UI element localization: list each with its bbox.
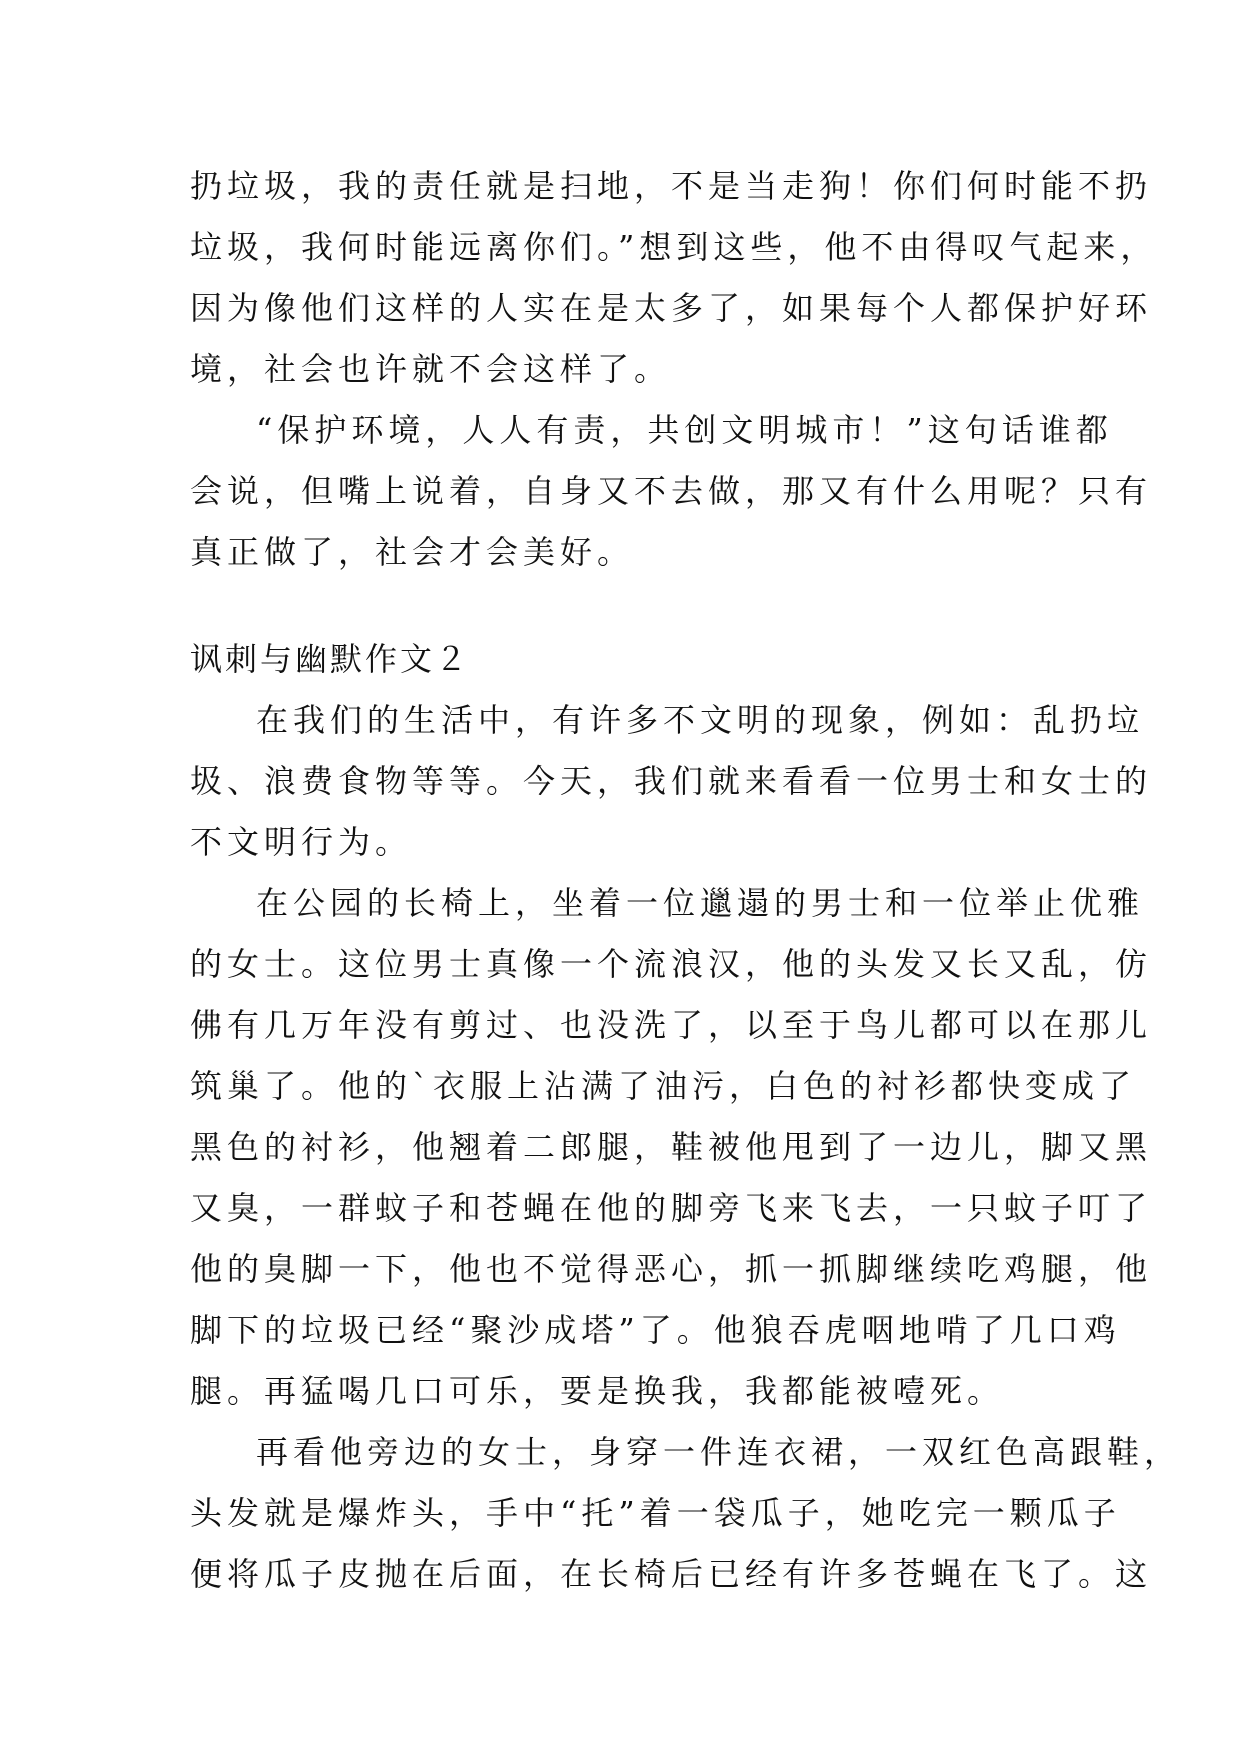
paragraph-line: 不文明行为。 bbox=[190, 823, 413, 861]
paragraph-line: 因为像他们这样的人实在是太多了，如果每个人都保护好环 bbox=[190, 289, 1153, 327]
paragraph-line: 真正做了，社会才会美好。 bbox=[190, 533, 635, 571]
section-heading: 讽刺与幽默作文２ bbox=[190, 640, 471, 678]
paragraph-line: 头发就是爆炸头，手中“托”着一袋瓜子，她吃完一颗瓜子 bbox=[190, 1494, 1121, 1532]
paragraph-line: “保护环境，人人有责，共创文明城市！”这句话谁都 bbox=[256, 411, 1113, 449]
paragraph-line: 他的臭脚一下，他也不觉得恶心，抓一抓脚继续吃鸡腿，他 bbox=[190, 1250, 1153, 1288]
paragraph-line: 再看他旁边的女士，身穿一件连衣裙，一双红色高跟鞋， bbox=[256, 1433, 1182, 1471]
paragraph-line: 黑色的衬衫，他翘着二郎腿，鞋被他甩到了一边儿，脚又黑 bbox=[190, 1128, 1153, 1166]
paragraph-line: 在公园的长椅上，坐着一位邋遢的男士和一位举止优雅 bbox=[256, 884, 1145, 922]
paragraph-line: 又臭，一群蚊子和苍蝇在他的脚旁飞来飞去，一只蚊子叮了 bbox=[190, 1189, 1153, 1227]
paragraph-line: 扔垃圾，我的责任就是扫地，不是当走狗！你们何时能不扔 bbox=[190, 167, 1153, 205]
paragraph-line: 在我们的生活中，有许多不文明的现象，例如：乱扔垃 bbox=[256, 701, 1145, 739]
paragraph-line: 的女士。这位男士真像一个流浪汉，他的头发又长又乱，仿 bbox=[190, 945, 1153, 983]
paragraph-line: 便将瓜子皮抛在后面，在长椅后已经有许多苍蝇在飞了。这 bbox=[190, 1555, 1153, 1593]
paragraph-line: 境，社会也许就不会这样了。 bbox=[190, 350, 672, 388]
paragraph-line: 垃圾，我何时能远离你们。”想到这些，他不由得叹气起来， bbox=[190, 228, 1158, 266]
paragraph-line: 筑巢了。他的`衣服上沾满了油污，白色的衬衫都快变成了 bbox=[190, 1067, 1137, 1105]
paragraph-line: 脚下的垃圾已经“聚沙成塔”了。他狼吞虎咽地啃了几口鸡 bbox=[190, 1311, 1121, 1349]
paragraph-line: 圾、浪费食物等等。今天，我们就来看看一位男士和女士的 bbox=[190, 762, 1153, 800]
paragraph-line: 佛有几万年没有剪过、也没洗了，以至于鸟儿都可以在那儿 bbox=[190, 1006, 1153, 1044]
paragraph-line: 腿。再猛喝几口可乐，要是换我，我都能被噎死。 bbox=[190, 1372, 1005, 1410]
paragraph-line: 会说，但嘴上说着，自身又不去做，那又有什么用呢？只有 bbox=[190, 472, 1153, 510]
